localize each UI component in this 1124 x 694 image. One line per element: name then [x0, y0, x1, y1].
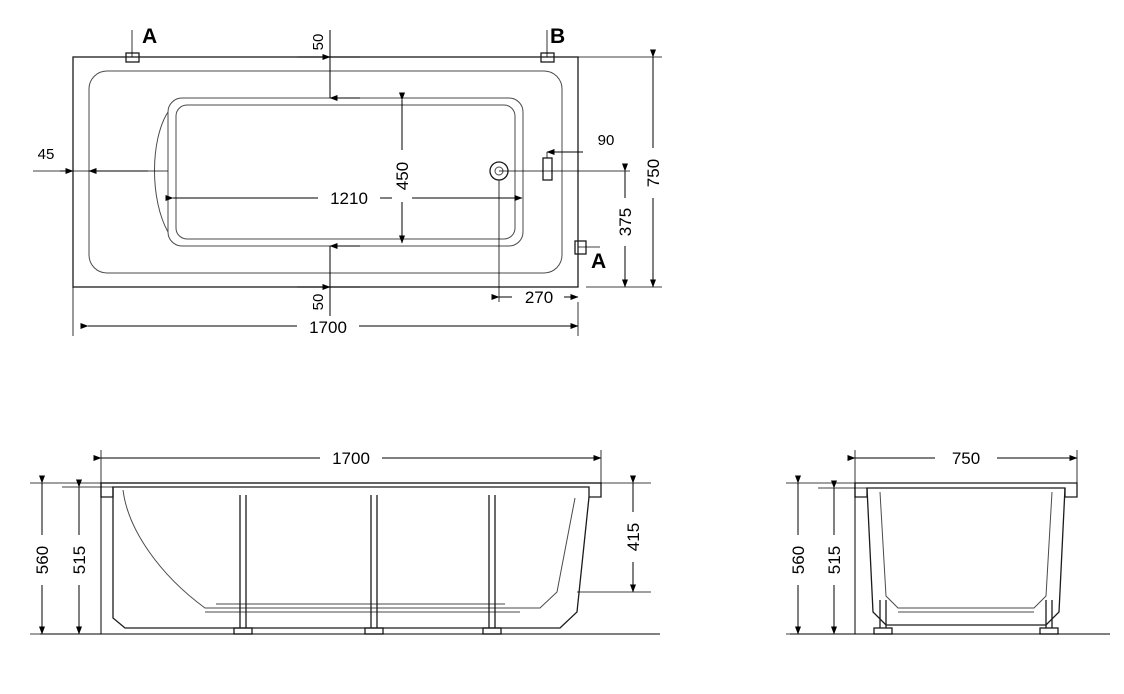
tub-legs-front [234, 495, 501, 634]
dim-text-750-top: 750 [644, 158, 663, 188]
fixing-clip-a-right [575, 241, 586, 254]
tub-inner-front [123, 490, 575, 608]
dim-text-1700-top: 1700 [309, 318, 347, 337]
tub-well-inner-top [176, 105, 515, 239]
leg-side-1-foot [874, 628, 892, 634]
dim-text-560-side: 560 [789, 545, 808, 575]
overflow-fitting [543, 158, 552, 180]
leg-2-foot [365, 628, 383, 634]
section-label-a-right: A [591, 250, 607, 273]
dim-text-50-top: 50 [310, 33, 327, 51]
side-view-group [786, 448, 1110, 634]
dim-text-750-side: 750 [951, 449, 981, 468]
dim-text-560-front: 560 [33, 545, 52, 575]
dim-text-1210: 1210 [330, 189, 368, 208]
tub-body-front [113, 487, 589, 628]
tub-slope-left [155, 112, 169, 232]
leg-3-foot [483, 628, 501, 634]
dim-text-270: 270 [524, 288, 554, 307]
tub-rim-top [89, 71, 562, 273]
tub-well-top [168, 98, 523, 246]
tub-rim-side [855, 483, 1077, 497]
top-view-group [33, 25, 663, 337]
tub-inner-side [880, 492, 1052, 608]
dim-text-450: 450 [393, 161, 412, 191]
dim-text-50-bottom: 50 [310, 293, 327, 311]
dim-text-515-side: 515 [825, 545, 844, 575]
leg-1-foot [234, 628, 252, 634]
tub-rim-front [101, 483, 601, 497]
section-label-a-top: A [142, 25, 158, 48]
tub-outline-top [73, 57, 578, 287]
section-label-b-top: B [550, 25, 566, 48]
dim-text-1700-front: 1700 [332, 449, 370, 468]
dim-text-90: 90 [597, 132, 615, 149]
tub-body-side [867, 488, 1065, 625]
tub-legs-side [874, 600, 1058, 634]
front-view-group [30, 448, 660, 634]
dim-text-45: 45 [37, 146, 55, 163]
dim-text-515-front: 515 [70, 545, 89, 575]
dim-text-375: 375 [616, 207, 635, 237]
dim-text-415-front: 415 [624, 522, 643, 552]
leg-side-2-foot [1040, 628, 1058, 634]
